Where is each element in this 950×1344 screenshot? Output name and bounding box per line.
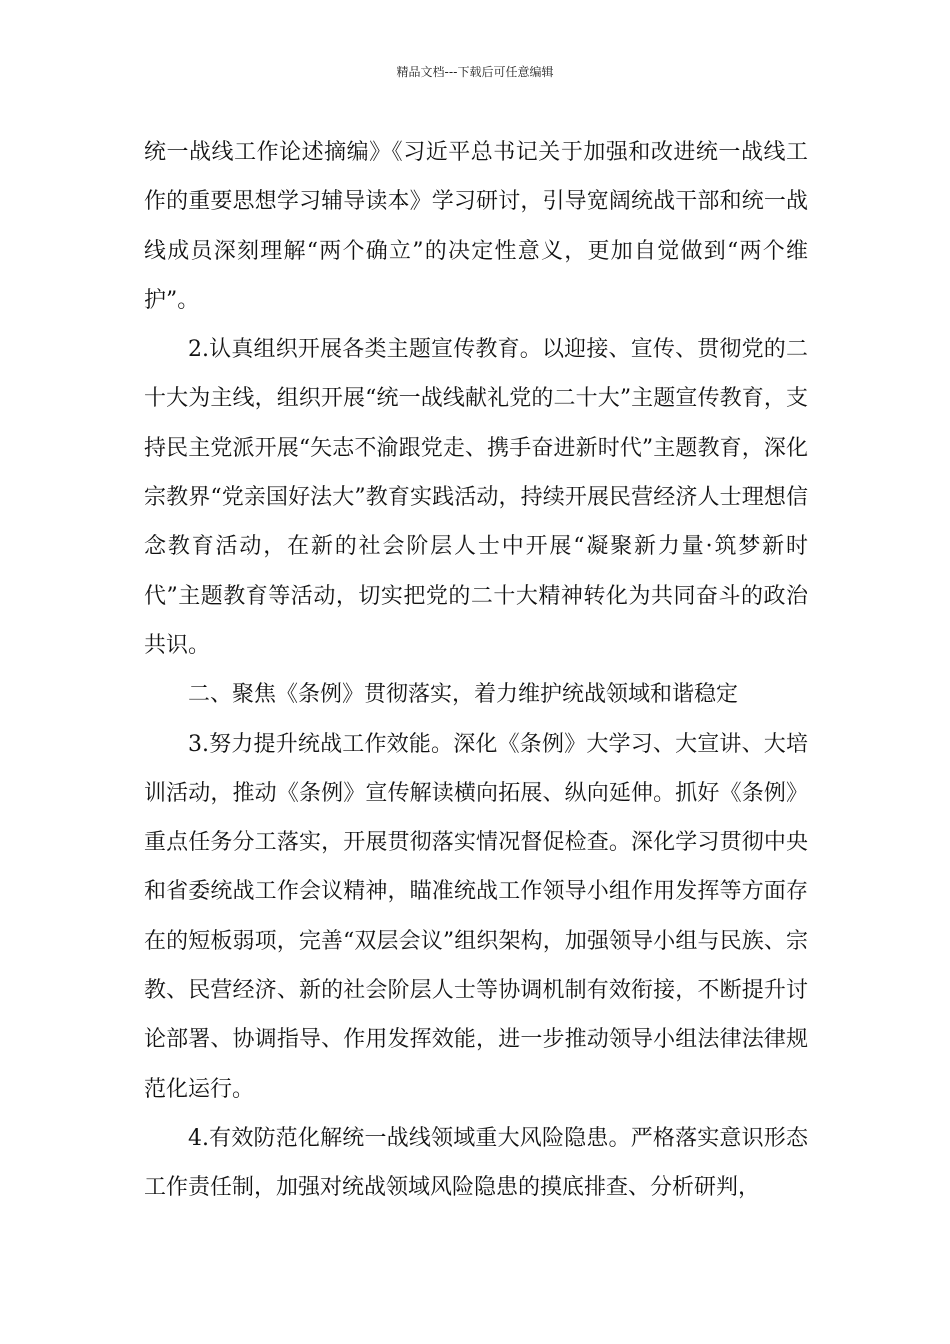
paragraph-item-2: 2.认真组织开展各类主题宣传教育。以迎接、宣传、贯彻党的二十大为主线，组织开展“统一战线献礼党的二十大”主题宣传教育，支持民主党派开展“矢志不渝跟党走、携手奋进新时代”主题教育，深化宗教界“党亲国好法大”教育实践活动，持续开展民营经济人士理想信念教育活动，在新的社会阶层人士中开展“凝聚新力量·筑梦新时代”主题教育等活动，切实把党的二十大精神转化为共同奋斗的政治共识。 [144, 337, 808, 658]
document-body [144, 128, 808, 1213]
section-heading-2: 二、聚焦《条例》贯彻落实，着力维护统战领域和谐稳定 [188, 682, 739, 708]
paragraph-item-3: 3.努力提升统战工作效能。深化《条例》大学习、大宣讲、大培训活动，推动《条例》宣传解读横向拓展、纵向延伸。抓好《条例》重点任务分工落实，开展贯彻落实情况督促检查。深化学习贯彻中央和省委统战工作会议精神，瞄准统战工作领导小组作用发挥等方面存在的短板弱项，完善“双层会议”组织架构，加强领导小组与民族、宗教、民营经济、新的社会阶层人士等协调机制有效衔接，不断提升讨论部署、协调指导、作用发挥效能，进一步推动领导小组法律法律规范化运行。 [144, 731, 808, 1102]
page-header: 精品文档---下载后可任意编辑 [396, 65, 554, 79]
paragraph-continuation: 统一战线工作论述摘编》《习近平总书记关于加强和改进统一战线工作的重要思想学习辅导读本》学习研讨，引导宽阔统战干部和统一战线成员深刻理解“两个确立”的决定性意义，更加自觉做到“两个维护”。 [144, 140, 808, 313]
paragraph-item-4: 4.有效防范化解统一战线领域重大风险隐患。严格落实意识形态工作责任制，加强对统战领域风险隐患的摸底排查、分析研判， [144, 1125, 808, 1201]
